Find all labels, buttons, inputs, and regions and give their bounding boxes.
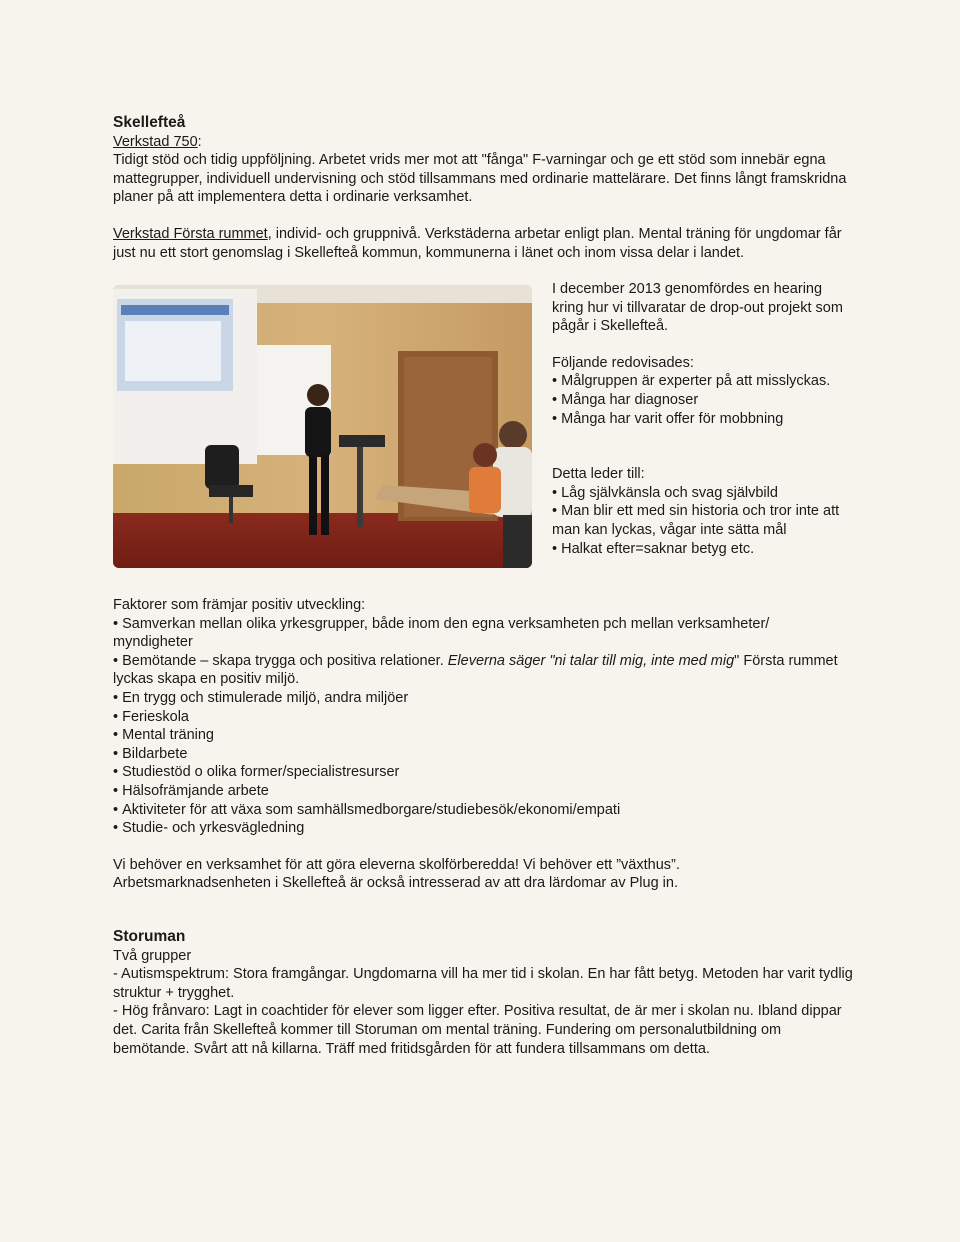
list-item: • Mental träning: [113, 726, 853, 745]
verkstad-750-paragraph: Tidigt stöd och tidig uppföljning. Arbetet vrids mer mot att "fånga" F-varningar och ge ett stöd som innebär egna mattegrupper, individuell undervisning och stöd tillsammans med ordinarie mattelärare. Det finns långt framskridna planer på att implementera detta i ordinarie verksamhet.: [113, 152, 847, 206]
redovisades-title: Följande redovisades:: [552, 354, 694, 371]
list-item: • Många har diagnoser: [552, 391, 852, 410]
factor2-quote: Eleverna säger "ni talar till mig, inte med mig: [447, 652, 735, 669]
factor2-text-a: Bemötande – skapa trygga och positiva relationer.: [122, 652, 448, 669]
list-item: • En trygg och stimulerade miljö, andra miljöer: [113, 689, 853, 708]
verkstad-750-label-line: [113, 133, 853, 152]
list-item: • Bildarbete: [113, 745, 853, 764]
storuman-section: [113, 928, 853, 1058]
hearing-sidebar: [552, 280, 852, 558]
list-item: • Man blir ett med sin historia och tror inte att man kan lyckas, vågar inte sätta mål: [552, 502, 852, 539]
leder-till-title: Detta leder till:: [552, 466, 645, 483]
list-item: • Aktiviteter för att växa som samhällsmedborgare/studiebesök/ekonomi/empati: [113, 801, 853, 820]
list-item: • Låg självkänsla och svag självbild: [552, 484, 852, 503]
storuman-line: Två grupper: [113, 947, 192, 964]
classroom-photo-image: [113, 285, 532, 568]
forsta-rummet-link[interactable]: Verkstad Första rummet: [113, 225, 268, 242]
list-item: • Många har varit offer för mobbning: [552, 410, 852, 429]
list-item: • Ferieskola: [113, 708, 853, 727]
closing-line-1: Vi behöver en verksamhet för att göra eleverna skolförberedda! Vi behöver ett ”växthus”.: [113, 856, 680, 873]
storuman-heading: Storuman: [113, 928, 186, 945]
list-item: • Samverkan mellan olika yrkesgrupper, både inom den egna verksamheten pch mellan verksamheter/ myndigheter: [113, 615, 853, 652]
skelleftea-top-section: [113, 114, 853, 262]
classroom-photo: [113, 285, 532, 568]
factors-title: Faktorer som främjar positiv utveckling:: [113, 597, 366, 613]
list-item: • Studie- och yrkesvägledning: [113, 819, 853, 838]
verkstad-750-colon: :: [197, 133, 202, 150]
list-item: • Studiestöd o olika former/specialistresurser: [113, 763, 853, 782]
factors-section: [113, 596, 853, 893]
storuman-line: - Autismspektrum: Stora framgångar. Ungdomarna vill ha mer tid i skolan. En har fått betyg. Metoden har varit tydlig struktur + trygghet.: [113, 966, 853, 1001]
list-item: • Halkat efter=saknar betyg etc.: [552, 540, 852, 559]
skelleftea-heading: Skellefteå: [113, 114, 186, 131]
list-item: [113, 652, 853, 689]
verkstad-750-link[interactable]: Verkstad 750: [113, 133, 198, 150]
forsta-rummet-text: , individ- och gruppnivå. Verkstäderna arbetar enligt plan. Mental träning för ungdomar får just nu ett stort genomslag i Skellefteå kommun, kommunerna i länet och inom vissa delar i landet.: [113, 225, 842, 261]
list-item: • Målgruppen är experter på att misslyckas.: [552, 372, 852, 391]
list-item: • Hälsofrämjande arbete: [113, 782, 853, 801]
forsta-rummet-paragraph: [113, 225, 853, 262]
hearing-intro: I december 2013 genomfördes en hearing kring hur vi tillvaratar de drop-out projekt som pågår i Skellefteå.: [552, 281, 843, 335]
factor2-text-b: " Första rummet lyckas skapa en positiv miljö.: [113, 652, 838, 688]
closing-line-2: Arbetsmarknadsenheten i Skellefteå är också intresserad av att dra lärdomar av Plug in.: [113, 875, 678, 892]
storuman-line: - Hög frånvaro: Lagt in coachtider för elever som ligger efter. Positiva resultat, de är mer i skolan nu. Ibland dippar det. Carita från Skellefteå kommer till Storuman om mental träning. Fundering om personalutbildning om bemötande. Svårt att nå killarna. Träff med fritidsgården för att fundera tillsammans om detta.: [113, 1003, 842, 1057]
